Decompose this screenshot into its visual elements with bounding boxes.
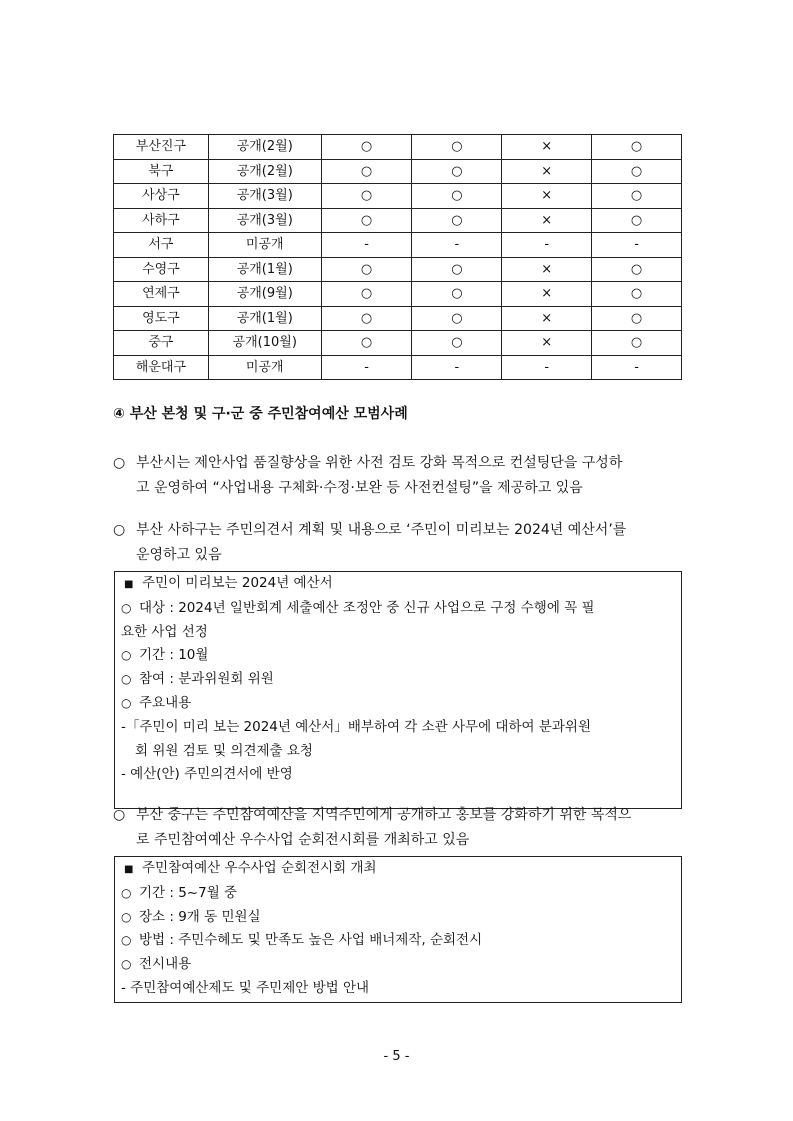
jung-gu-detail-box <box>114 856 682 1003</box>
circle-bullet: ○ <box>121 600 132 615</box>
table-row <box>114 257 682 282</box>
box-item-participants: 참여 : 분과위원회 위원 <box>139 671 274 688</box>
disclosure-status-cell: 공개(2월) <box>208 135 321 160</box>
circle-bullet: ○ <box>121 885 132 900</box>
district-name-cell: 사상구 <box>114 184 209 209</box>
table-cell: × <box>502 135 592 160</box>
circle-bullet: ○ <box>121 957 132 972</box>
table-cell: - <box>321 233 412 258</box>
box-title: 주민참여예산 우수사업 순회전시회 개최 <box>142 860 377 876</box>
circle-bullet: ○ <box>121 933 132 948</box>
district-name-cell: 부산진구 <box>114 135 209 160</box>
district-name-cell: 영도구 <box>114 306 209 331</box>
table-cell: × <box>502 159 592 184</box>
table-cell: - <box>412 233 502 258</box>
paragraph-bullet: ○ <box>113 522 126 538</box>
circle-bullet: ○ <box>121 909 132 924</box>
paragraph-jung-gu <box>113 803 693 853</box>
square-bullet: ■ <box>124 864 134 875</box>
table-cell: - <box>592 233 682 258</box>
table-cell: ○ <box>321 208 412 233</box>
disclosure-status-cell: 미공개 <box>208 355 321 380</box>
circle-bullet: ○ <box>121 648 132 663</box>
table-cell: ○ <box>321 159 412 184</box>
box-dash-item: - 예산(안) 주민의견서에 반영 <box>121 766 293 783</box>
district-name-cell: 해운대구 <box>114 355 209 380</box>
disclosure-status-cell: 공개(1월) <box>208 306 321 331</box>
box-dash-item: -「주민이 미리 보는 2024년 예산서」배부하여 각 소관 사무에 대하여 분과위원 <box>121 718 591 735</box>
table-cell: ○ <box>321 257 412 282</box>
table-row <box>114 355 682 380</box>
paragraph-text: 부산시는 제안사업 품질향상을 위한 사전 검토 강화 목적으로 컨설팅단을 구성하 <box>136 455 623 471</box>
disclosure-status-cell: 미공개 <box>208 233 321 258</box>
paragraph-consulting <box>113 451 693 501</box>
box-dash-item: - 주민참여예산제도 및 주민제안 방법 안내 <box>121 979 370 996</box>
box-title: 주민이 미리보는 2024년 예산서 <box>142 575 333 591</box>
box-item-period: 기간 : 5~7월 중 <box>139 884 238 901</box>
table-cell: × <box>502 282 592 307</box>
district-status-table <box>113 134 682 380</box>
box-item-contents: 전시내용 <box>139 956 192 973</box>
table-cell: ○ <box>412 184 502 209</box>
table-cell: × <box>502 306 592 331</box>
box-item-target-continued: 요한 사업 선정 <box>121 623 208 640</box>
table-cell: - <box>502 233 592 258</box>
paragraph-text-continued: 로 주민참여예산 우수사업 순회전시회를 개최하고 있음 <box>136 832 470 848</box>
table-cell: ○ <box>592 159 682 184</box>
table-cell: × <box>502 257 592 282</box>
box-item-period: 기간 : 10월 <box>139 647 209 664</box>
table-cell: - <box>321 355 412 380</box>
disclosure-status-cell: 공개(2월) <box>208 159 321 184</box>
table-cell: ○ <box>412 306 502 331</box>
circle-bullet: ○ <box>121 672 132 687</box>
district-name-cell: 연제구 <box>114 282 209 307</box>
saha-gu-detail-box <box>114 571 682 809</box>
disclosure-status-cell: 공개(3월) <box>208 208 321 233</box>
page-number: - 5 - <box>383 1049 410 1064</box>
table-row <box>114 233 682 258</box>
table-cell: ○ <box>321 331 412 356</box>
table-cell: ○ <box>412 208 502 233</box>
table-cell: ○ <box>592 135 682 160</box>
district-name-cell: 북구 <box>114 159 209 184</box>
table-cell: ○ <box>412 257 502 282</box>
district-name-cell: 수영구 <box>114 257 209 282</box>
district-name-cell: 중구 <box>114 331 209 356</box>
box-item-method: 방법 : 주민수혜도 및 만족도 높은 사업 배너제작, 순회전시 <box>139 932 483 949</box>
district-name-cell: 사하구 <box>114 208 209 233</box>
table-cell: ○ <box>321 282 412 307</box>
table-cell: - <box>592 355 682 380</box>
table-cell: ○ <box>321 135 412 160</box>
table-cell: ○ <box>321 184 412 209</box>
table-row <box>114 159 682 184</box>
paragraph-bullet: ○ <box>113 455 126 471</box>
paragraph-text: 부산 사하구는 주민의견서 계획 및 내용으로 ‘주민이 미리보는 2024년 예산서’를 <box>136 522 627 538</box>
paragraph-text-continued: 고 운영하여 “사업내용 구체화·수정·보완 등 사전컨설팅”을 제공하고 있음 <box>136 480 583 496</box>
district-name-cell: 서구 <box>114 233 209 258</box>
disclosure-status-cell: 공개(10월) <box>208 331 321 356</box>
square-bullet: ■ <box>124 579 134 590</box>
paragraph-bullet: ○ <box>113 807 126 823</box>
table-cell: ○ <box>592 208 682 233</box>
table-row <box>114 135 682 160</box>
section-heading: ④ 부산 본청 및 구·군 중 주민참여예산 모범사례 <box>113 406 408 422</box>
table-cell: ○ <box>592 184 682 209</box>
box-item-contents: 주요내용 <box>139 694 192 711</box>
table-cell: - <box>502 355 592 380</box>
box-item-target: 대상 : 2024년 일반회계 세출예산 조정안 중 신규 사업으로 구정 수행에 꼭 필 <box>139 599 595 616</box>
circle-bullet: ○ <box>121 695 132 710</box>
table-cell: ○ <box>321 306 412 331</box>
table-cell: ○ <box>412 159 502 184</box>
paragraph-text: 부산 중구는 주민참여예산을 지역주민에게 공개하고 홍보를 강화하기 위한 목적으 <box>136 807 632 823</box>
disclosure-status-cell: 공개(1월) <box>208 257 321 282</box>
table-cell: ○ <box>412 331 502 356</box>
table-row <box>114 282 682 307</box>
disclosure-status-cell: 공개(3월) <box>208 184 321 209</box>
box-dash-item-continued: 회 위원 검토 및 의견제출 요청 <box>135 742 313 759</box>
table-cell: × <box>502 184 592 209</box>
table-row <box>114 306 682 331</box>
table-cell: - <box>412 355 502 380</box>
table-cell: ○ <box>592 257 682 282</box>
table-row <box>114 331 682 356</box>
table-cell: ○ <box>592 282 682 307</box>
table-row <box>114 208 682 233</box>
table-cell: ○ <box>412 135 502 160</box>
table-cell: ○ <box>592 331 682 356</box>
table-cell: × <box>502 331 592 356</box>
table-cell: ○ <box>592 306 682 331</box>
table-row <box>114 184 682 209</box>
disclosure-status-cell: 공개(9월) <box>208 282 321 307</box>
paragraph-saha-gu <box>113 518 693 568</box>
table-body <box>114 135 682 380</box>
table-cell: × <box>502 208 592 233</box>
paragraph-text-continued: 운영하고 있음 <box>136 547 222 563</box>
table-cell: ○ <box>412 282 502 307</box>
box-item-location: 장소 : 9개 동 민원실 <box>139 908 261 925</box>
